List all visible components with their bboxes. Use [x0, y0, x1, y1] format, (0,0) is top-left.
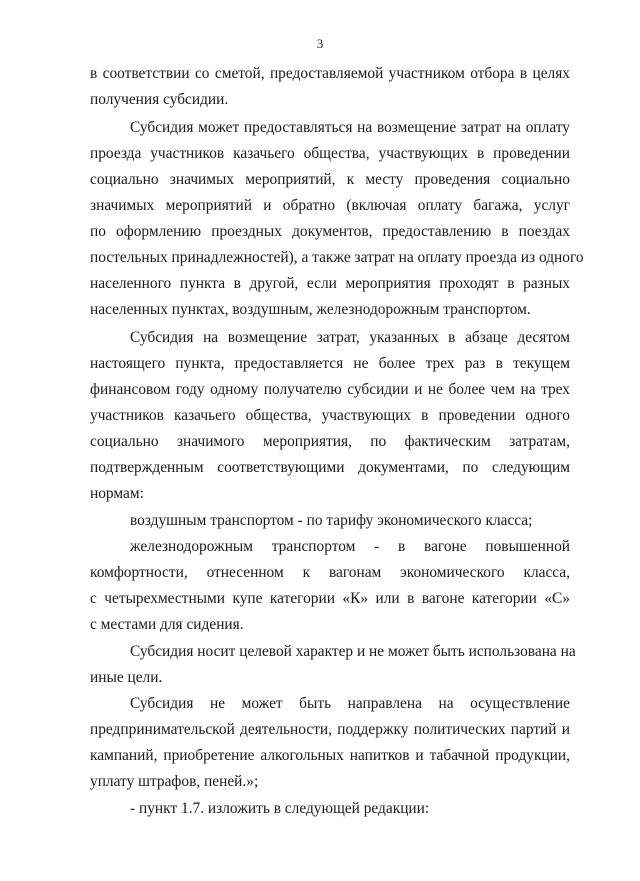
text-line: иные цели.	[90, 669, 163, 686]
text-line: воздушным транспортом - по тарифу экономического класса;	[130, 512, 533, 529]
text-line: социально значимых мероприятий, к месту проведения социально	[90, 171, 570, 188]
text-line: - пункт 1.7. изложить в следующей редакции:	[130, 800, 430, 817]
text-line: участников казачьего общества, участвующих в проведении одного	[90, 407, 570, 424]
text-line: Субсидия на возмещение затрат, указанных в абзаце десятом	[130, 329, 570, 346]
text-line: предпринимательской деятельности, поддержку политических партий и	[90, 721, 570, 738]
text-line: населенных пунктах, воздушным, железнодорожным транспортом.	[90, 301, 531, 318]
text-line: социально значимого мероприятия, по фактическим затратам,	[90, 433, 570, 450]
text-line: получения субсидии.	[90, 91, 229, 108]
text-line: подтвержденным соответствующими документами, по следующим	[90, 459, 570, 476]
text-line: значимых мероприятий и обратно (включая оплату багажа, услуг	[90, 197, 570, 214]
text-line: постельных принадлежностей), а также затрат на оплату проезда из одного	[90, 249, 584, 266]
text-line: уплату штрафов, пеней.»;	[90, 773, 259, 790]
text-line: в соответствии со сметой, предоставляемой участником отбора в целях	[90, 65, 570, 82]
text-line: проезда участников казачьего общества, участвующих в проведении	[90, 145, 570, 162]
text-line: Субсидия носит целевой характер и не может быть использована на	[130, 643, 576, 660]
text-line: Субсидия не может быть направлена на осуществление	[130, 695, 570, 712]
text-line: комфортности, отнесенном к вагонам экономического класса,	[90, 564, 570, 581]
page-number: 3	[316, 36, 324, 51]
text-line: с местами для сидения.	[90, 616, 244, 633]
text-line: по оформлению проездных документов, предоставлению в поездах	[90, 223, 570, 240]
text-line: нормам:	[90, 485, 144, 502]
text-line: кампаний, приобретение алкогольных напитков и табачной продукции,	[90, 747, 570, 764]
text-line: с четырехместными купе категории «К» или в вагоне категории «С»	[90, 590, 570, 607]
text-line: финансовом году одному получателю субсидии и не более чем на трех	[90, 381, 570, 398]
text-line: железнодорожным транспортом - в вагоне повышенной	[130, 538, 570, 555]
text-line: населенного пункта в другой, если мероприятия проходят в разных	[90, 275, 570, 292]
text-line: настоящего пункта, предоставляется не более трех раз в текущем	[90, 355, 570, 372]
text-line: Субсидия может предоставляться на возмещение затрат на оплату	[130, 119, 570, 136]
